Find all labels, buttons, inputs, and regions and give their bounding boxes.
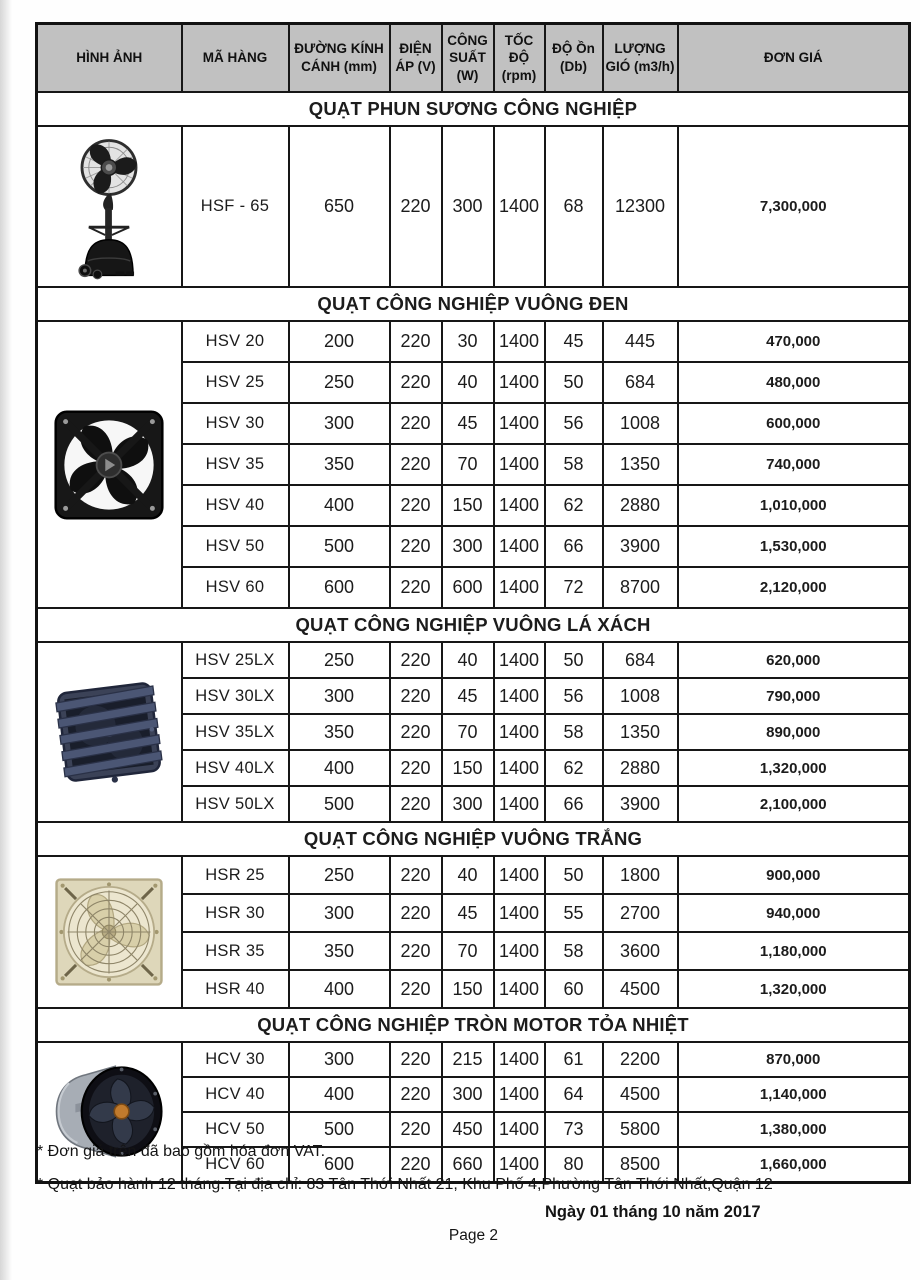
section-title: QUẠT PHUN SƯƠNG CÔNG NGHIỆP [37,92,910,126]
power-cell: 70 [442,714,494,750]
product-code-cell: HSV 40 [182,485,289,526]
speed-cell: 1400 [494,362,545,403]
power-cell: 30 [442,321,494,362]
product-code-cell: HCV 50 [182,1112,289,1147]
noise-cell: 58 [545,932,603,970]
column-header-1: MÃ HÀNG [182,24,289,93]
voltage-cell: 220 [390,1042,442,1077]
noise-cell: 66 [545,786,603,822]
column-header-7: LƯỢNG GIÓ (m3/h) [603,24,678,93]
noise-cell: 58 [545,714,603,750]
speed-cell: 1400 [494,1077,545,1112]
airflow-cell: 4500 [603,970,678,1008]
diameter-cell: 250 [289,856,390,894]
noise-cell: 50 [545,856,603,894]
note-warranty-address: * Quạt bảo hành 12 tháng.Tại địa chỉ: 83 Tân Thới Nhất 21, Khu Phố 4,Phường Tân Thới Nhất,Quận 12 [37,1176,773,1193]
section-row [37,1008,910,1042]
price-cell: 2,120,000 [678,567,910,608]
note-vat: * Đơn giá trên đã bao gồm hóa đơn VAT. [37,1143,326,1160]
power-cell: 660 [442,1147,494,1183]
power-cell: 150 [442,970,494,1008]
column-header-8: ĐƠN GIÁ [678,24,910,93]
airflow-cell: 1800 [603,856,678,894]
airflow-cell: 684 [603,642,678,678]
page-number: Page 2 [448,1227,499,1244]
section-title: QUẠT CÔNG NGHIỆP TRÒN MOTOR TỎA NHIỆT [37,1008,910,1042]
section-row [37,608,910,642]
noise-cell: 50 [545,642,603,678]
section-row [37,822,910,856]
price-cell: 620,000 [678,642,910,678]
speed-cell: 1400 [494,526,545,567]
power-cell: 300 [442,1077,494,1112]
price-cell: 600,000 [678,403,910,444]
diameter-cell: 350 [289,932,390,970]
airflow-cell: 2880 [603,750,678,786]
diameter-cell: 650 [289,126,390,287]
product-code-cell: HSV 25 [182,362,289,403]
airflow-cell: 3900 [603,786,678,822]
price-cell: 870,000 [678,1042,910,1077]
product-code-cell: HCV 30 [182,1042,289,1077]
product-code-cell: HSV 25LX [182,642,289,678]
header-row [37,24,910,93]
product-code-cell: HSV 35LX [182,714,289,750]
noise-cell: 62 [545,485,603,526]
voltage-cell: 220 [390,714,442,750]
diameter-cell: 350 [289,444,390,485]
voltage-cell: 220 [390,932,442,970]
diameter-cell: 250 [289,642,390,678]
section-title: QUẠT CÔNG NGHIỆP VUÔNG TRẮNG [37,822,910,856]
diameter-cell: 300 [289,894,390,932]
product-code-cell: HSR 30 [182,894,289,932]
section-title: QUẠT CÔNG NGHIỆP VUÔNG ĐEN [37,287,910,321]
diameter-cell: 300 [289,678,390,714]
speed-cell: 1400 [494,932,545,970]
speed-cell: 1400 [494,714,545,750]
speed-cell: 1400 [494,750,545,786]
speed-cell: 1400 [494,321,545,362]
voltage-cell: 220 [390,567,442,608]
column-header-5: TỐC ĐỘ (rpm) [494,24,545,93]
voltage-cell: 220 [390,1077,442,1112]
power-cell: 600 [442,567,494,608]
product-code-cell: HSV 30 [182,403,289,444]
voltage-cell: 220 [390,1112,442,1147]
speed-cell: 1400 [494,894,545,932]
product-code-cell: HSV 30LX [182,678,289,714]
date-line: Ngày 01 tháng 10 năm 2017 [545,1203,761,1221]
airflow-cell: 1008 [603,678,678,714]
diameter-cell: 600 [289,1147,390,1183]
column-header-6: ĐỘ Ồn (Db) [545,24,603,93]
product-code-cell: HSV 50 [182,526,289,567]
price-cell: 1,010,000 [678,485,910,526]
diameter-cell: 500 [289,786,390,822]
power-cell: 450 [442,1112,494,1147]
price-cell: 2,100,000 [678,786,910,822]
product-code-cell: HSV 60 [182,567,289,608]
speed-cell: 1400 [494,1147,545,1183]
column-header-0: HÌNH ẢNH [37,24,182,93]
noise-cell: 61 [545,1042,603,1077]
voltage-cell: 220 [390,750,442,786]
noise-cell: 50 [545,362,603,403]
product-code-cell: HSR 35 [182,932,289,970]
power-cell: 70 [442,932,494,970]
voltage-cell: 220 [390,894,442,932]
diameter-cell: 200 [289,321,390,362]
power-cell: 300 [442,526,494,567]
price-cell: 470,000 [678,321,910,362]
airflow-cell: 684 [603,362,678,403]
power-cell: 45 [442,678,494,714]
noise-cell: 72 [545,567,603,608]
product-code-cell: HSF - 65 [182,126,289,287]
price-cell: 940,000 [678,894,910,932]
airflow-cell: 8700 [603,567,678,608]
airflow-cell: 5800 [603,1112,678,1147]
square-black-fan-icon [47,403,171,527]
price-cell: 1,140,000 [678,1077,910,1112]
voltage-cell: 220 [390,403,442,444]
noise-cell: 73 [545,1112,603,1147]
airflow-cell: 1008 [603,403,678,444]
voltage-cell: 220 [390,856,442,894]
price-cell: 1,180,000 [678,932,910,970]
price-cell: 1,320,000 [678,970,910,1008]
diameter-cell: 600 [289,567,390,608]
white-square-fan-image [37,856,182,1008]
power-cell: 40 [442,642,494,678]
price-cell: 790,000 [678,678,910,714]
product-code-cell: HCV 60 [182,1147,289,1183]
column-header-3: ĐIỆN ÁP (V) [390,24,442,93]
diameter-cell: 500 [289,1112,390,1147]
price-cell: 7,300,000 [678,126,910,287]
voltage-cell: 220 [390,678,442,714]
voltage-cell: 220 [390,970,442,1008]
diameter-cell: 300 [289,1042,390,1077]
power-cell: 70 [442,444,494,485]
misting-fan-icon [56,134,162,280]
square-black-fan-image [37,321,182,608]
product-code-cell: HSV 40LX [182,750,289,786]
voltage-cell: 220 [390,526,442,567]
noise-cell: 66 [545,526,603,567]
airflow-cell: 1350 [603,714,678,750]
voltage-cell: 220 [390,786,442,822]
voltage-cell: 220 [390,485,442,526]
table-row [37,1042,910,1077]
airflow-cell: 445 [603,321,678,362]
airflow-cell: 3600 [603,932,678,970]
voltage-cell: 220 [390,642,442,678]
power-cell: 215 [442,1042,494,1077]
airflow-cell: 4500 [603,1077,678,1112]
power-cell: 45 [442,403,494,444]
airflow-cell: 2880 [603,485,678,526]
speed-cell: 1400 [494,567,545,608]
diameter-cell: 300 [289,403,390,444]
speed-cell: 1400 [494,1042,545,1077]
footer [37,1143,910,1244]
table-row [37,642,910,678]
section-title: QUẠT CÔNG NGHIỆP VUÔNG LÁ XÁCH [37,608,910,642]
power-cell: 150 [442,750,494,786]
voltage-cell: 220 [390,1147,442,1183]
table-header [37,24,910,93]
airflow-cell: 2700 [603,894,678,932]
white-square-fan-icon [48,871,170,993]
table-row [37,856,910,894]
column-header-2: ĐƯỜNG KÍNH CÁNH (mm) [289,24,390,93]
fan-price-table [35,22,911,1184]
noise-cell: 56 [545,403,603,444]
column-header-4: CÔNG SUẤT (W) [442,24,494,93]
power-cell: 40 [442,362,494,403]
airflow-cell: 1350 [603,444,678,485]
noise-cell: 55 [545,894,603,932]
voltage-cell: 220 [390,444,442,485]
price-cell: 1,380,000 [678,1112,910,1147]
louver-fan-image [37,642,182,822]
product-code-cell: HCV 40 [182,1077,289,1112]
price-cell: 900,000 [678,856,910,894]
product-code-cell: HSV 20 [182,321,289,362]
noise-cell: 64 [545,1077,603,1112]
noise-cell: 56 [545,678,603,714]
product-code-cell: HSV 50LX [182,786,289,822]
noise-cell: 68 [545,126,603,287]
noise-cell: 62 [545,750,603,786]
power-cell: 40 [442,856,494,894]
product-code-cell: HSV 35 [182,444,289,485]
table-row [37,321,910,362]
price-cell: 480,000 [678,362,910,403]
noise-cell: 58 [545,444,603,485]
power-cell: 300 [442,786,494,822]
speed-cell: 1400 [494,856,545,894]
speed-cell: 1400 [494,642,545,678]
speed-cell: 1400 [494,970,545,1008]
speed-cell: 1400 [494,444,545,485]
diameter-cell: 400 [289,485,390,526]
price-cell: 890,000 [678,714,910,750]
diameter-cell: 250 [289,362,390,403]
noise-cell: 80 [545,1147,603,1183]
price-cell: 1,660,000 [678,1147,910,1183]
speed-cell: 1400 [494,126,545,287]
product-code-cell: HSR 25 [182,856,289,894]
diameter-cell: 400 [289,1077,390,1112]
section-row [37,287,910,321]
speed-cell: 1400 [494,485,545,526]
speed-cell: 1400 [494,786,545,822]
louver-fan-icon [46,669,172,795]
power-cell: 150 [442,485,494,526]
airflow-cell: 12300 [603,126,678,287]
voltage-cell: 220 [390,321,442,362]
price-cell: 1,320,000 [678,750,910,786]
voltage-cell: 220 [390,362,442,403]
noise-cell: 60 [545,970,603,1008]
table-row [37,126,910,287]
speed-cell: 1400 [494,403,545,444]
misting-fan-image [37,126,182,287]
price-cell: 740,000 [678,444,910,485]
diameter-cell: 350 [289,714,390,750]
product-code-cell: HSR 40 [182,970,289,1008]
voltage-cell: 220 [390,126,442,287]
power-cell: 300 [442,126,494,287]
section-row [37,92,910,126]
diameter-cell: 400 [289,970,390,1008]
power-cell: 45 [442,894,494,932]
diameter-cell: 400 [289,750,390,786]
noise-cell: 45 [545,321,603,362]
airflow-cell: 8500 [603,1147,678,1183]
speed-cell: 1400 [494,1112,545,1147]
speed-cell: 1400 [494,678,545,714]
airflow-cell: 2200 [603,1042,678,1077]
price-cell: 1,530,000 [678,526,910,567]
airflow-cell: 3900 [603,526,678,567]
diameter-cell: 500 [289,526,390,567]
